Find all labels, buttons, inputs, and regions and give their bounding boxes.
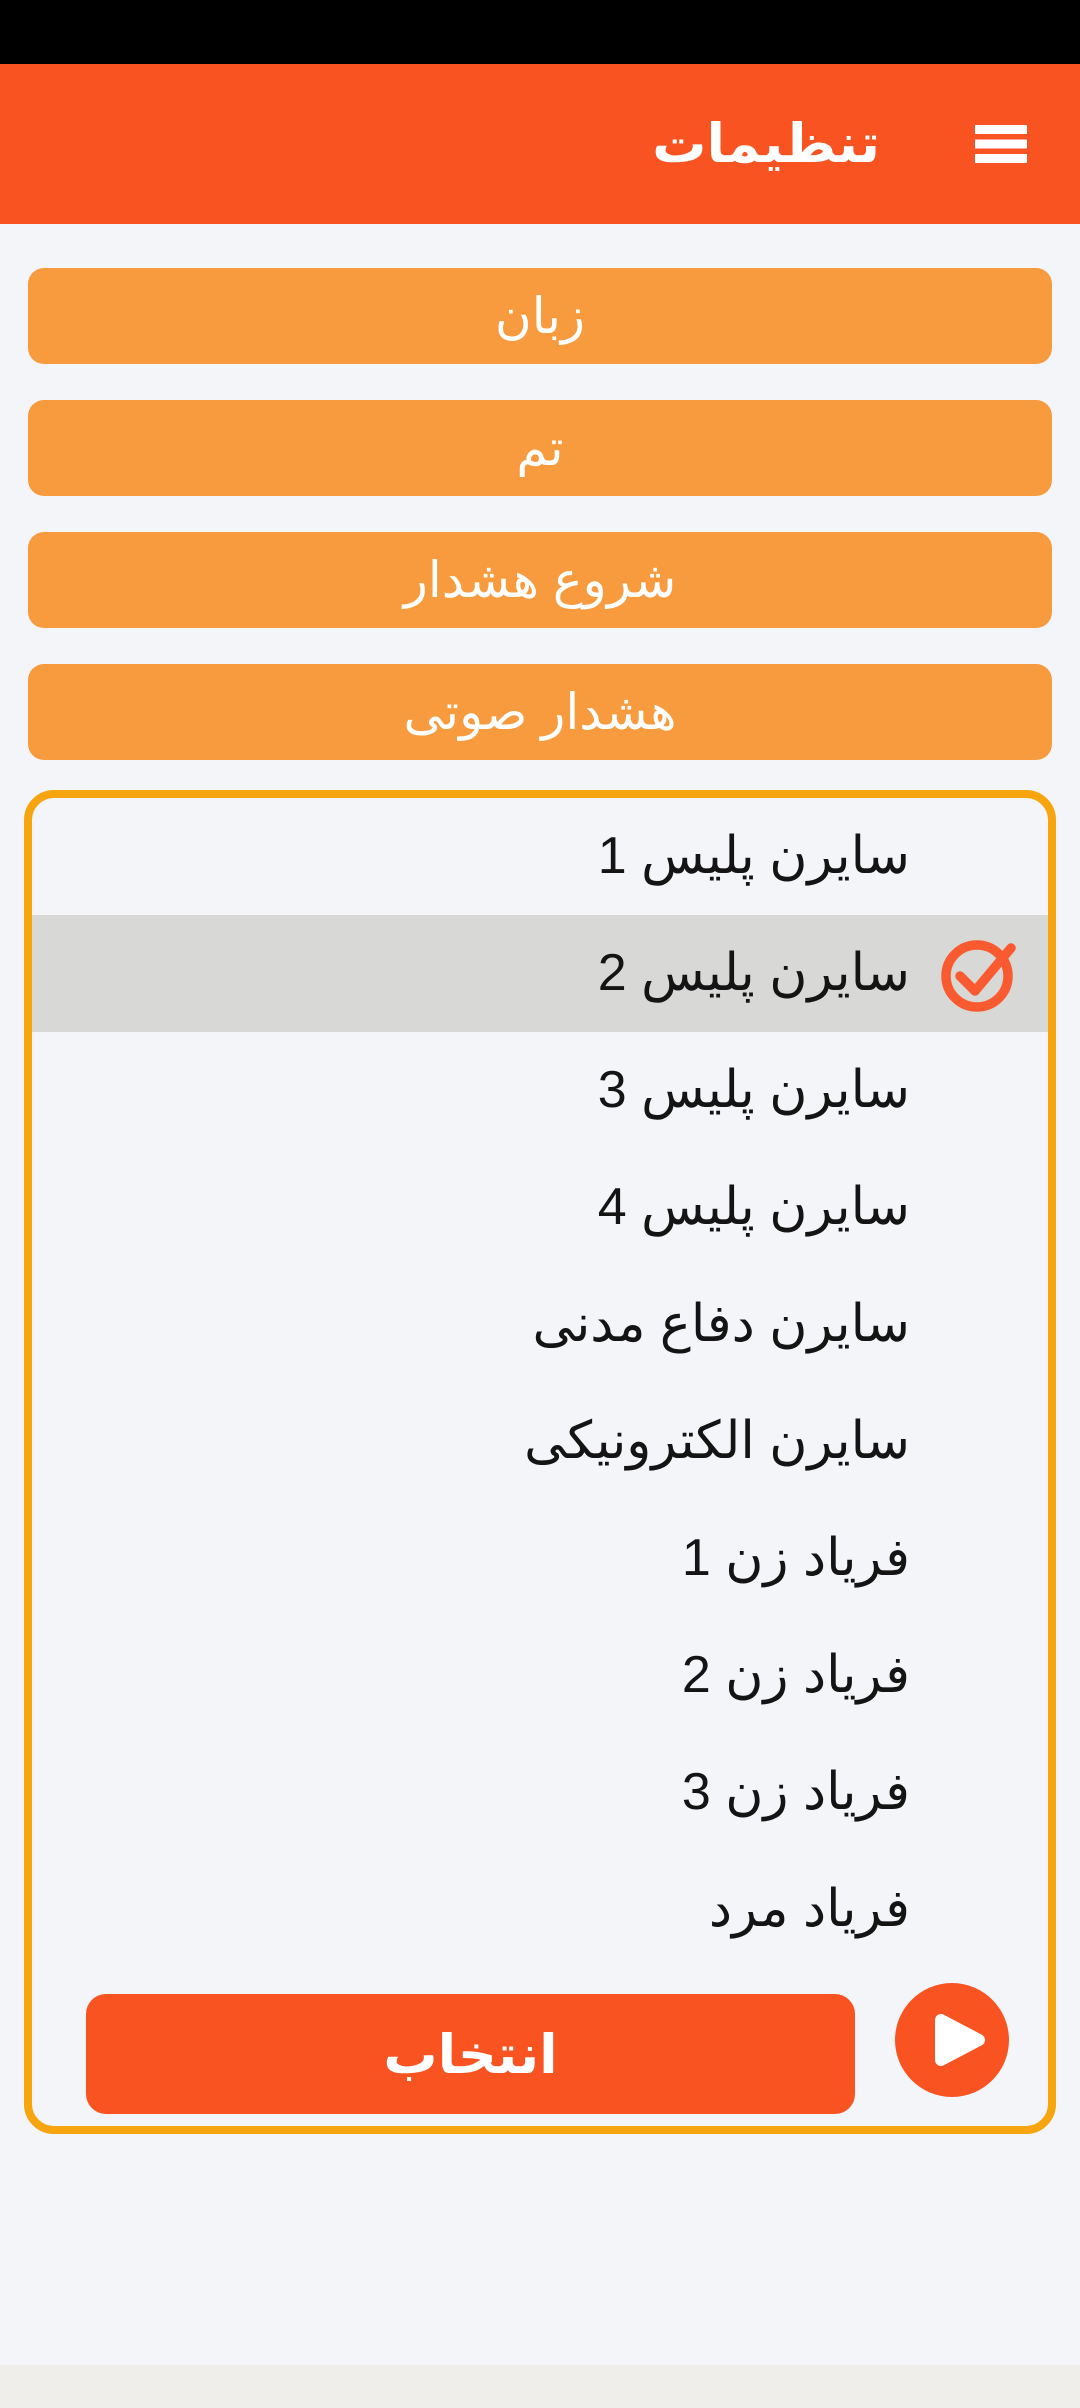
sound-option-label: سایرن پلیس 3 — [597, 1061, 910, 1119]
sound-option-label: فریاد زن 1 — [681, 1529, 910, 1587]
sound-selection-panel — [24, 790, 1056, 2134]
check-circle-icon — [940, 935, 1018, 1013]
language-button[interactable]: زبان — [28, 268, 1052, 364]
alarm-sound-button[interactable]: هشدار صوتی — [28, 664, 1052, 760]
sound-option-woman-scream-3[interactable] — [32, 1734, 1048, 1851]
sound-option-label: سایرن دفاع مدنی — [532, 1295, 910, 1353]
sound-option-police-siren-3[interactable] — [32, 1032, 1048, 1149]
sound-option-label: فریاد مرد — [708, 1880, 910, 1938]
sound-option-woman-scream-1[interactable] — [32, 1500, 1048, 1617]
sound-option-police-siren-4[interactable] — [32, 1149, 1048, 1266]
app-header — [0, 64, 1080, 224]
sound-option-label: سایرن پلیس 4 — [597, 1178, 910, 1236]
sound-option-civil-defense-siren[interactable] — [32, 1266, 1048, 1383]
alarm-start-button[interactable]: شروع هشدار — [28, 532, 1052, 628]
sound-option-electronic-siren[interactable] — [32, 1383, 1048, 1500]
status-bar — [0, 0, 1080, 64]
sound-option-label: سایرن الکترونیکی — [524, 1412, 910, 1470]
sound-list — [32, 798, 1048, 1968]
sound-option-woman-scream-2[interactable] — [32, 1617, 1048, 1734]
sound-option-police-siren-1[interactable] — [32, 798, 1048, 915]
play-button[interactable] — [895, 1983, 1009, 2097]
hamburger-menu-button[interactable] — [975, 125, 1027, 163]
sound-option-label: فریاد زن 2 — [681, 1646, 910, 1704]
gesture-navigation-strip — [0, 2365, 1080, 2408]
sound-option-police-siren-2[interactable] — [32, 915, 1048, 1032]
sound-option-label: سایرن پلیس 2 — [597, 944, 910, 1002]
page-title: تنظیمات — [652, 114, 880, 174]
sound-option-label: فریاد زن 3 — [681, 1763, 910, 1821]
select-button[interactable]: انتخاب — [86, 1994, 855, 2114]
sound-option-man-scream[interactable] — [32, 1851, 1048, 1968]
play-icon — [895, 1983, 1009, 2097]
hamburger-menu-icon — [975, 125, 1027, 163]
sound-option-label: سایرن پلیس 1 — [597, 827, 910, 885]
panel-action-row — [32, 1966, 1048, 2126]
theme-button[interactable]: تم — [28, 400, 1052, 496]
